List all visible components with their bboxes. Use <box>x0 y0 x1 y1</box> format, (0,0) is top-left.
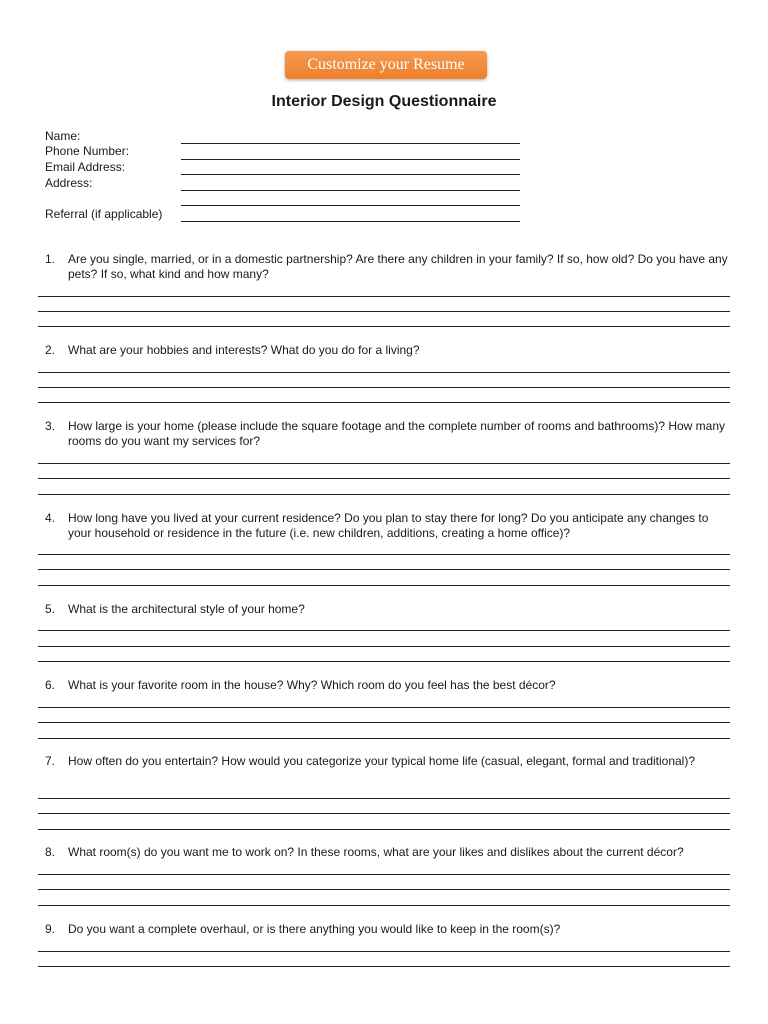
answer-line[interactable] <box>38 829 730 830</box>
referral-field[interactable] <box>181 221 520 222</box>
answer-line[interactable] <box>38 585 730 586</box>
question-number: 2. <box>45 343 56 357</box>
address-label: Address: <box>45 176 93 190</box>
name-label: Name: <box>45 129 81 143</box>
phone-label: Phone Number: <box>45 144 130 158</box>
address-field[interactable] <box>181 190 520 191</box>
answer-line[interactable] <box>38 813 730 814</box>
email-field[interactable] <box>181 174 520 175</box>
question-number: 5. <box>45 602 56 616</box>
question-number: 8. <box>45 845 56 859</box>
customize-resume-button[interactable]: Customize your Resume <box>285 51 487 79</box>
answer-line[interactable] <box>38 738 730 739</box>
referral-label: Referral (if applicable) <box>45 207 163 221</box>
answer-line[interactable] <box>38 463 730 464</box>
question-text: What is your favorite room in the house? Why? Which room do you feel has the best décor? <box>68 678 556 692</box>
question-text: How long have you lived at your current residence? Do you plan to stay there for long? Do you anticipate any changes to your household or residence in the future (i.e. new children, additions, creating a home office)? <box>68 511 709 540</box>
answer-line[interactable] <box>38 372 730 373</box>
answer-line[interactable] <box>38 966 730 967</box>
page-title: Interior Design Questionnaire <box>271 93 497 110</box>
answer-line[interactable] <box>38 402 730 403</box>
question-text: How large is your home (please include the square footage and the complete number of rooms and bathrooms)? How many rooms do you want my services for? <box>68 419 726 448</box>
answer-line[interactable] <box>38 311 730 312</box>
address-field-line-2[interactable] <box>181 205 520 206</box>
question-text: What room(s) do you want me to work on? In these rooms, what are your likes and dislikes about the current décor? <box>68 845 684 859</box>
answer-line[interactable] <box>38 494 730 495</box>
answer-line[interactable] <box>38 798 730 799</box>
answer-line[interactable] <box>38 554 730 555</box>
answer-line[interactable] <box>38 905 730 906</box>
question-number: 6. <box>45 678 56 692</box>
question-number: 3. <box>45 419 56 433</box>
answer-line[interactable] <box>38 387 730 388</box>
answer-line[interactable] <box>38 722 730 723</box>
email-label: Email Address: <box>45 160 126 174</box>
question-text: What is the architectural style of your home? <box>68 602 305 616</box>
question-text: Do you want a complete overhaul, or is there anything you would like to keep in the room(s)? <box>68 922 561 936</box>
answer-line[interactable] <box>38 326 730 327</box>
question-text: What are your hobbies and interests? What do you do for a living? <box>68 343 420 357</box>
question-number: 1. <box>45 252 56 266</box>
answer-line[interactable] <box>38 951 730 952</box>
answer-line[interactable] <box>38 646 730 647</box>
answer-line[interactable] <box>38 630 730 631</box>
name-field[interactable] <box>181 143 520 144</box>
answer-line[interactable] <box>38 874 730 875</box>
question-text: How often do you entertain? How would you categorize your typical home life (casual, elegant, formal and traditional)? <box>68 754 696 768</box>
answer-line[interactable] <box>38 478 730 479</box>
answer-line[interactable] <box>38 296 730 297</box>
answer-line[interactable] <box>38 889 730 890</box>
question-number: 9. <box>45 922 56 936</box>
answer-line[interactable] <box>38 661 730 662</box>
phone-field[interactable] <box>181 159 520 160</box>
question-text: Are you single, married, or in a domestic partnership? Are there any children in your family? If so, how old? Do you have any pets? If so, what kind and how many? <box>68 252 728 281</box>
answer-line[interactable] <box>38 569 730 570</box>
question-number: 7. <box>45 754 56 768</box>
question-number: 4. <box>45 511 56 525</box>
answer-line[interactable] <box>38 707 730 708</box>
